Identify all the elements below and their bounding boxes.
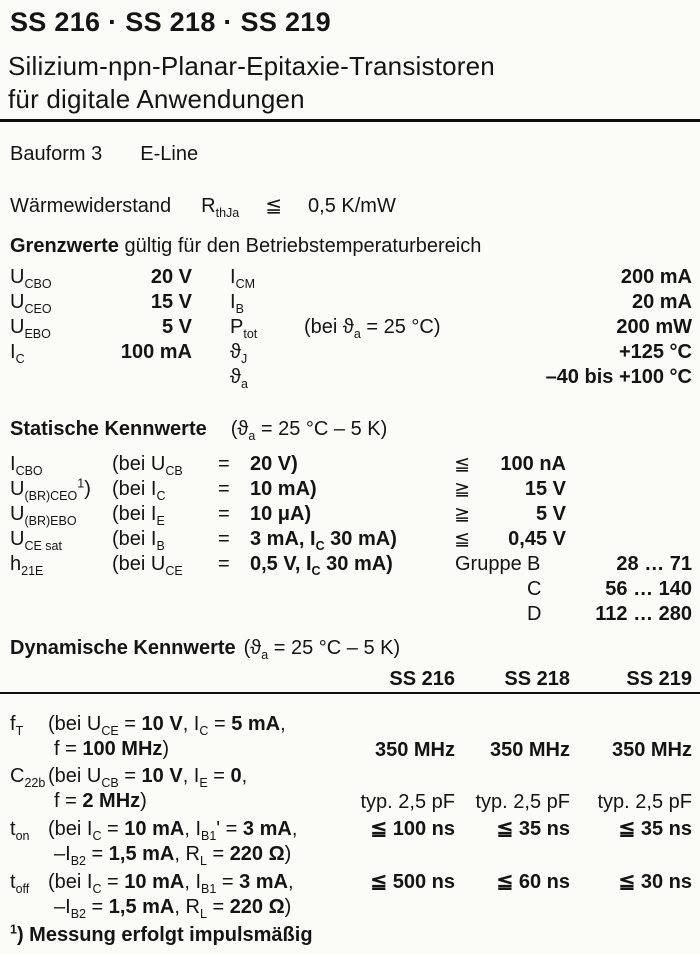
limit-condition — [304, 365, 520, 390]
limit-condition — [304, 265, 520, 290]
value-ss218: typ. 2,5 pF — [475, 791, 570, 813]
condition-text: (bei $I_C$ — [112, 478, 166, 503]
parameter-value: 100 nA — [500, 453, 566, 475]
value-ss216: 350 MHz — [374, 739, 455, 761]
parameter-value: 5 V — [535, 503, 566, 525]
limit-symbol: $ϑ_a$ — [230, 366, 248, 391]
value-ss216: ≦ 500 ns — [370, 871, 455, 893]
column-header-ss216: SS 216 — [389, 668, 455, 690]
value-ss216: typ. 2,5 pF — [360, 791, 455, 813]
gruppe-range: 56 … 140 — [605, 578, 692, 600]
parameter-value: 15 V — [524, 478, 566, 500]
condition-line1: (bei $U_{CE} = 10$ V, $I_C = 5$ mA, — [48, 713, 286, 738]
limit-symbol: $U_{EBO}$ — [10, 316, 51, 341]
gruppe-letter: B — [527, 553, 541, 575]
condition-value: 10 mA) — [250, 478, 317, 500]
table-divider — [0, 692, 700, 694]
condition-text: (bei $I_E$ — [112, 503, 165, 528]
dynamic-row-ft — [10, 712, 692, 763]
condition-line2: $-I_{B2} = 1,5$ mA, $R_L = 220$ Ω) — [54, 843, 292, 868]
condition-line2: f = 2 MHz) — [54, 790, 147, 812]
dynamic-characteristics-heading: Dynamische Kennwerte ($ϑ_a = 25$ °C – 5 K) — [10, 637, 401, 662]
limit-value: 200 mW — [616, 316, 692, 338]
relation-sign: ≦ — [454, 529, 470, 550]
limit-value: 20 V — [150, 266, 192, 288]
bauform-value: E-Line — [140, 143, 199, 165]
parameter-symbol: $f_T$ — [10, 713, 24, 738]
parameter-value: 0,45 V — [508, 528, 566, 550]
limit-symbol: $U_{CEO}$ — [10, 291, 52, 316]
limit-value: –40 bis +100 °C — [545, 366, 692, 388]
condition-line1: (bei $U_{CB} = 10$ V, $I_E = 0$, — [48, 765, 248, 790]
condition-line2: $-I_{B2} = 1,5$ mA, $R_L = 220$ Ω) — [54, 896, 292, 921]
value-ss216: ≦ 100 ns — [370, 818, 455, 840]
value-ss219: 350 MHz — [611, 739, 692, 761]
relation-sign: ≦ — [454, 454, 470, 475]
limit-symbol: $P_{tot}$ — [230, 316, 258, 341]
static-characteristics-heading: Statische Kennwerte ($ϑ_a = 25$ °C – 5 K) — [10, 418, 388, 443]
limits-heading: Grenzwerte gültig für den Betriebstemperaturbereich — [10, 235, 482, 257]
gruppe-range: 112 … 280 — [595, 603, 692, 625]
top-divider — [0, 119, 700, 122]
limit-condition — [304, 340, 520, 365]
value-ss218: ≦ 35 ns — [496, 818, 570, 840]
condition-value: 3 mA, $I_C$ 30 mA) — [250, 528, 397, 553]
value-ss219: ≦ 35 ns — [618, 818, 692, 840]
bauform-line — [10, 143, 198, 166]
gruppe-label: Gruppe — [455, 553, 522, 575]
dynamic-row-toff — [10, 870, 692, 921]
condition-text: (bei $U_{CE}$ — [112, 553, 183, 578]
thermal-value: 0,5 K/mW — [308, 195, 396, 217]
parameter-symbol: $t_{off}$ — [10, 871, 30, 896]
equals-sign: = — [218, 478, 230, 500]
value-ss218: ≦ 60 ns — [496, 871, 570, 893]
parameter-symbol: $h_{21E}$ — [10, 553, 44, 578]
limit-value: 100 mA — [120, 341, 192, 363]
limit-condition: (bei $ϑ_a = 25$ °C) — [304, 316, 441, 341]
thermal-resistance-line — [10, 193, 396, 218]
parameter-symbol: $U_{CE sat}$ — [10, 528, 62, 553]
parameter-symbol: $I_{CBO}$ — [10, 453, 43, 478]
equals-sign: = — [218, 453, 230, 475]
limit-value: 20 mA — [631, 291, 692, 313]
dynamic-row-c22b — [10, 764, 692, 815]
limit-value: 15 V — [150, 291, 192, 313]
gruppe-letter: C — [527, 578, 542, 600]
limit-value: 5 V — [161, 316, 192, 338]
column-header-ss218: SS 218 — [504, 668, 570, 690]
parameter-symbol: $U_{(BR)EBO}$ — [10, 503, 77, 528]
limit-symbol — [10, 365, 98, 390]
bauform-label: Bauform 3 — [10, 143, 103, 165]
equals-sign: = — [218, 553, 230, 575]
column-header-ss219: SS 219 — [626, 668, 692, 690]
limits-table — [10, 265, 692, 390]
equals-sign: = — [218, 503, 230, 525]
page-title: SS 216 · SS 218 · SS 219 — [10, 7, 331, 37]
value-ss219: ≦ 30 ns — [618, 871, 692, 893]
limit-value: 200 mA — [620, 266, 692, 288]
type-column-headers — [10, 668, 692, 691]
limit-symbol: $I_B$ — [230, 291, 244, 316]
limit-symbol: $I_C$ — [10, 341, 25, 366]
condition-line2: f = 100 MHz) — [54, 738, 170, 760]
limit-value: +125 °C — [618, 341, 692, 363]
limit-symbol: $ϑ_J$ — [230, 341, 248, 366]
equals-sign: = — [218, 528, 230, 550]
parameter-symbol: $C_{22b}$ — [10, 765, 46, 790]
page-subtitle-line2: für digitale Anwendungen — [8, 84, 305, 114]
gain-group-table — [455, 552, 692, 627]
value-ss219: typ. 2,5 pF — [597, 791, 692, 813]
value-ss218: 350 MHz — [489, 739, 570, 761]
dynamic-row-ton — [10, 817, 692, 868]
limit-value — [98, 365, 192, 390]
limit-condition — [304, 290, 520, 315]
parameter-symbol: $t_{on}$ — [10, 818, 30, 843]
condition-text: (bei $U_{CB}$ — [112, 453, 183, 478]
page-subtitle-line1: Silizium-npn-Planar-Epitaxie-Transistoren — [8, 51, 495, 81]
condition-value: 0,5 V, $I_C$ 30 mA) — [250, 553, 393, 578]
thermal-label: Wärmewiderstand — [10, 195, 172, 217]
page-subtitle — [8, 50, 495, 116]
condition-text: (bei $I_B$ — [112, 528, 165, 553]
gruppe-letter: D — [527, 603, 542, 625]
condition-value: 20 V) — [250, 453, 298, 475]
limit-symbol: $I_{CM}$ — [230, 266, 256, 291]
limit-symbol: $U_{CBO}$ — [10, 266, 52, 291]
relation-sign: ≧ — [454, 479, 470, 500]
condition-line1: (bei $I_C = 10$ mA, $I_{B1}' = 3$ mA, — [48, 818, 298, 843]
condition-value: 10 μA) — [250, 503, 312, 525]
parameter-symbol: $U_{(BR)CEO}^1$) — [10, 476, 91, 503]
less-equal-sign: ≦ — [265, 195, 283, 217]
gruppe-range: 28 … 71 — [616, 553, 692, 575]
footnote: $^1$) Messung erfolgt impulsmäßig — [10, 922, 313, 946]
relation-sign: ≧ — [454, 504, 470, 525]
condition-line1: (bei $I_C = 10$ mA, $I_{B1} = 3$ mA, — [48, 871, 294, 896]
thermal-symbol: $R_{thJa}$ — [201, 195, 240, 220]
